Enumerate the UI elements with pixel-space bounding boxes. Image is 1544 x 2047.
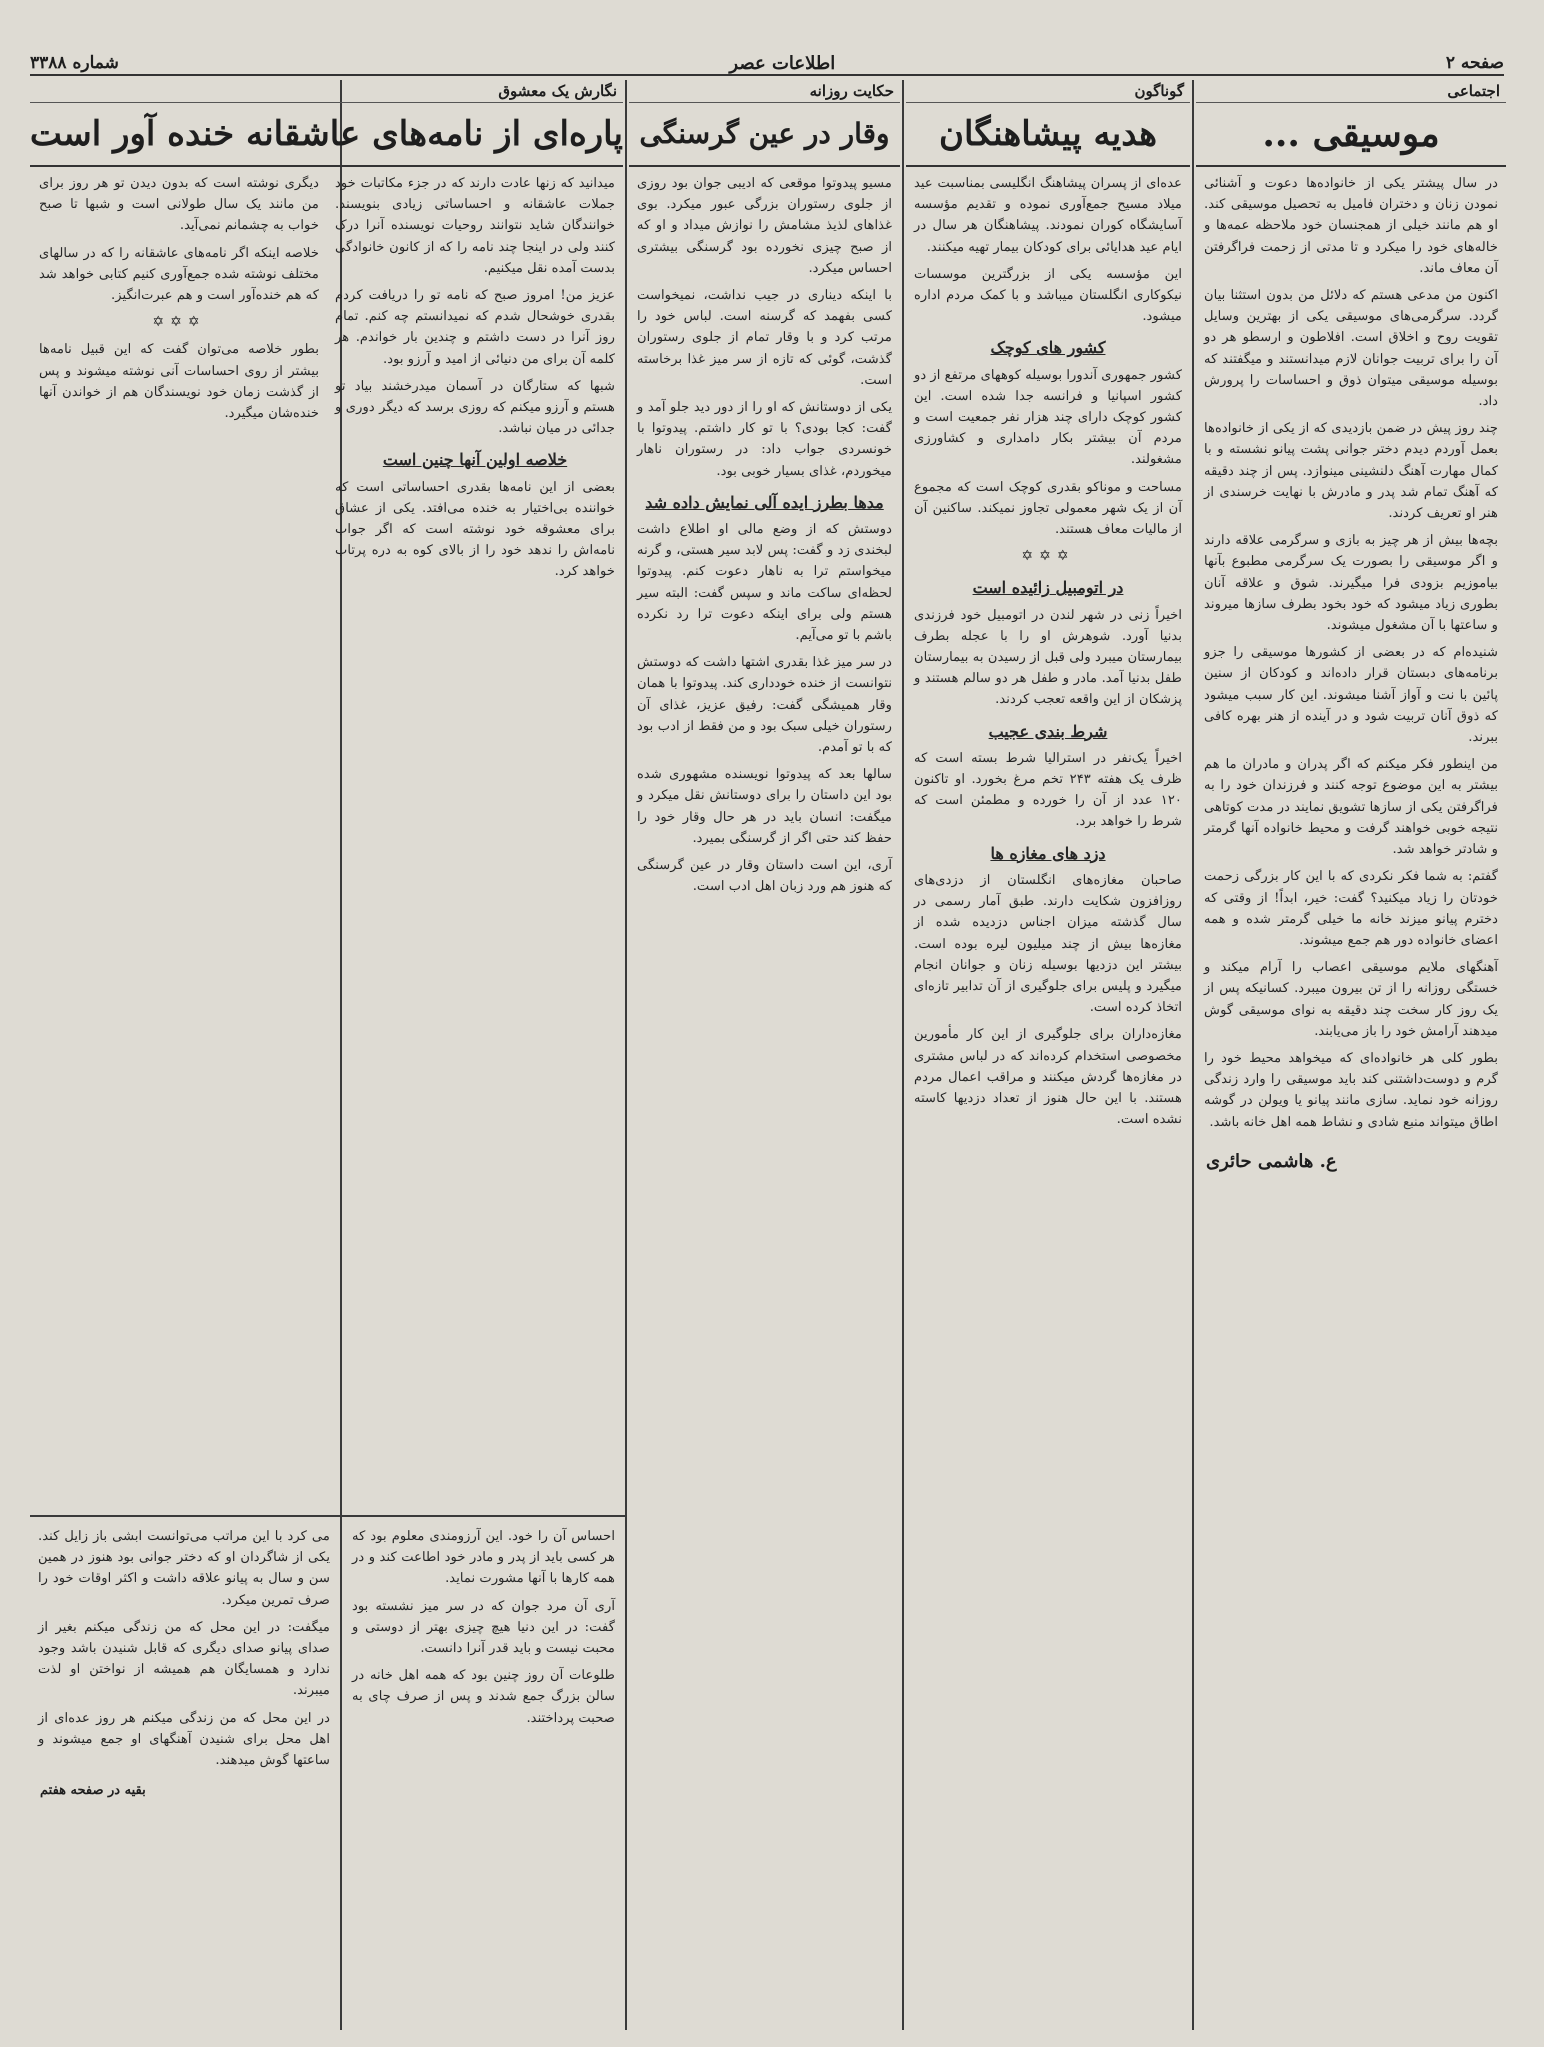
column-kicker: گوناگون bbox=[906, 80, 1190, 103]
star-divider: ✡✡✡ bbox=[152, 314, 206, 331]
paragraph: سالها بعد که پیدوتوا نویسنده مشهوری شده بود این داستان را برای دوستانش نقل میکرد و میگفت: انسان باید در هر حال وقار خود را حفظ کند حتی اگر از گرسنگی بمیرد. bbox=[637, 767, 892, 846]
column-kicker: حکایت روزانه bbox=[629, 80, 900, 103]
page-label: صفحه ۲ bbox=[1445, 53, 1504, 73]
section-rule bbox=[30, 1515, 625, 1517]
paragraph: دوستش که از وضع مالی او اطلاع داشت لبخندی زد و گفت: پس لابد سیر هستی، و گرنه میخواستم ترا به ناهار دعوت کنم. پیدوتوا لحظه‌ای ساکت ماند و سپس گفت: البته سیر هستم ولی برای اینکه دعوت ترا رد نکرده باشم با تو می‌آیم. bbox=[637, 522, 892, 644]
article-body bbox=[629, 167, 900, 910]
paragraph: یکی از دوستانش که او را از دور دید جلو آمد و گفت: کجا بودی؟ با تو کار داشتم. پیدوتوا با خونسردی جواب داد: در رستوران ناهار میخوردم، غذای بسیار خوبی بود. bbox=[637, 400, 892, 479]
story-column bbox=[629, 80, 900, 2030]
section-subhead: در اتومبیل زائیده است bbox=[972, 578, 1124, 598]
star-divider: ✡✡✡ bbox=[1021, 548, 1075, 565]
paragraph: طلوعات آن روز چنین بود که همه اهل خانه در سالن بزرگ جمع شدند و پس از صرف چای به صحبت پرداختند. bbox=[352, 1668, 615, 1726]
paragraph: در سر میز غذا بقدری اشتها داشت که دوستش نتوانست از خنده خودداری کند. پیدوتوا با همان وقار همیشگی گفت: رفیق عزیز، غذای آن رستوران خیلی سبک بود و من فقط از ادب بود که با تو آمدم. bbox=[637, 655, 892, 756]
paragraph: شبها که ستارگان در آسمان میدرخشند بیاد تو هستم و آرزو میکنم که روزی برسد که دیگر دوری و جدائی در میان نباشد. bbox=[335, 378, 615, 437]
paragraph: مغازه‌داران برای جلوگیری از این کار مأمورین مخصوصی استخدام کرده‌اند که در لباس مشتری در مغازه‌ها گردش میکنند و مراقب اعمال مردم هستند. با این حال هنوز از تعداد دزدیها کاسته نشده است. bbox=[914, 1027, 1182, 1128]
paragraph: اکنون من مدعی هستم که دلائل من بدون استثنا بیان گردد. سرگرمی‌های موسیقی یکی از بهترین وسایل تقویت روح و اخلاق است. افلاطون و ارسطو هر دو آن را برای تربیت جوانان لازم میدانستند و میگفتند که بوسیله موسیقی میتوان ذوق و احساسات را پرورش داد. bbox=[1204, 288, 1498, 410]
social-column bbox=[1196, 80, 1506, 2030]
column-rule bbox=[625, 80, 627, 2030]
column-rule bbox=[902, 80, 904, 2030]
paragraph: گفتم: به شما فکر نکردی که با این کار بزرگی زحمت خودتان را زیاد میکنید؟ گفت: خیر، ابداً! از وقتی که دخترم پیانو میزند خانه ما خیلی گرمتر شده و همه اعضای خانواده دور هم جمع میشوند. bbox=[1204, 869, 1498, 948]
article-headline: هدیه پیشاهنگان bbox=[906, 103, 1190, 167]
paragraph: آری آن مرد جوان که در سر میز نشسته بود گفت: در این دنیا هیچ چیزی بهتر از دوستی و محبت نیست و باید قدر آنرا دانست. bbox=[352, 1598, 615, 1657]
paragraph: میدانید که زنها عادت دارند که در جزء مکاتبات خود جملات عاشقانه و احساساتی زیادی بنویسند. خوانندگان شاید نتوانند روحیات نویسنده آنرا درک کنند ولی در اینجا چند نامه را که از کانون خانوادگی بدست آمده نقل میکنیم. bbox=[335, 176, 615, 276]
paragraph: عده‌ای از پسران پیشاهنگ انگلیسی بمناسبت عید میلاد مسیح جمع‌آوری نموده و تقدیم مؤسسه آسایشگاه کوران نمودند. پیشاهنگان هر سال در ایام عید هدایائی برای کودکان بیمار تهیه میکنند. bbox=[914, 176, 1182, 255]
bottom-right-block bbox=[344, 1520, 623, 2030]
paragraph: مسیو پیدوتوا موقعی که ادیبی جوان بود روزی از جلوی رستوران بزرگی عبور میکرد. بوی غذاهای لذیذ مشامش را نوازش میداد و او که از صبح چیزی نخورده بود گرسنگی بیشتری احساس میکرد. bbox=[637, 176, 892, 276]
article-headline: وقار در عین گرسنگی bbox=[629, 103, 900, 167]
author-signature: ع. هاشمی حائری bbox=[1206, 1150, 1337, 1172]
paragraph: خلاصه اینکه اگر نامه‌های عاشقانه را که در سالهای مختلف نوشته شده جمع‌آوری کنیم کتابی خواهد شد که هم خنده‌آور است و هم عبرت‌انگیز. bbox=[39, 245, 319, 304]
paragraph: مساحت و موناکو بقدری کوچک است که مجموع آن از یک شهر معمولی تجاوز نمیکند. ساکنین آن از مالیات معاف هستند. bbox=[914, 479, 1182, 538]
paragraph: در سال پیشتر یکی از خانواده‌ها دعوت و آشنائی نمودن زنان و دختران فامیل به تحصیل موسیقی کند. او هم مانند خیلی از همجنسان خود ملاحظه عمه‌ها و خاله‌های خود را میکرد و تا مدتی از زحمت فراگرفتن آن معاف ماند. bbox=[1204, 176, 1498, 276]
column-rule bbox=[340, 1517, 342, 2030]
article-body bbox=[30, 1520, 338, 1783]
paper-name: اطلاعات عصر bbox=[729, 52, 836, 74]
paragraph: من اینطور فکر میکنم که اگر پدران و مادران ما هم بیشتر به این موضوع توجه کنند و فرزندان خود را به فراگرفتن یکی از سازها تشویق نمایند در مدت کوتاهی نتیجه خوبی خواهند گرفت و محیط خانواده آنها گرمتر و شادتر خواهد شد. bbox=[1204, 757, 1498, 858]
paragraph: بطور کلی هر خانواده‌ای که میخواهد محیط خود را گرم و دوست‌داشتنی کند باید موسیقی را وارد زندگی روزانه خود نماید. سازی مانند پیانو یا ویولن در گوشه اطاق میتواند منبع شادی و نشاط همه اهل خانه باشد. bbox=[1204, 1050, 1498, 1130]
paragraph: اخیراً یک‌نفر در استرالیا شرط بسته است که ظرف یک هفته ۲۴۳ تخم مرغ بخورد. او تاکنون ۱۲۰ عدد از آن را خورده و مطمئن است که شرط را خواهد برد. bbox=[914, 750, 1182, 830]
paragraph: با اینکه دیناری در جیب نداشت، نمیخواست کسی بفهمد که گرسنه است. لباس خود را مرتب کرد و با وقار تمام از جلوی رستوران گذشت، گوئی که تازه از سر میز غذا برخاسته است. bbox=[637, 288, 892, 388]
letters-article bbox=[30, 80, 623, 1513]
article-headline: موسیقی ... bbox=[1196, 103, 1506, 167]
paragraph: می کرد با این مراتب می‌توانست ابشی باز زایل کند. یکی از شاگردان او که دختر جوانی بود هنوز در همین سن و سال به پیانو علاقه داشت و اکثر اوقات خود را صرف تمرین میکرد. bbox=[38, 1529, 330, 1608]
paragraph: صاحبان مغازه‌های انگلستان از دزدی‌های روزافزون شکایت دارند. طبق آمار رسمی در سال گذشته میزان اجناس دزدیده شده از مغازه‌ها بیش از چند میلیون لیره بوده است. بیشتر این دزدیها بوسیله زنان و جوانان انجام میگیرد و پلیس برای جلوگیری از آن تدابیر تازه‌ای اتخاذ کرده است. bbox=[914, 872, 1182, 1016]
paragraph: میگفت: در این محل که من زندگی میکنم بغیر از صدای پیانو صدای دیگری که قابل شنیدن باشد وجود ندارد و همسایگان هم همیشه از نواختن او لذت میبرند. bbox=[38, 1619, 330, 1699]
column-rule bbox=[1192, 80, 1194, 2030]
article-body bbox=[327, 167, 623, 595]
section-subhead: خلاصه اولین آنها چنین است bbox=[382, 450, 568, 470]
paragraph: این مؤسسه یکی از بزرگترین موسسات نیکوکاری انگلستان میباشد و با کمک مردم اداره میشود. bbox=[914, 266, 1182, 325]
paragraph: چند روز پیش در ضمن بازدیدی که از یکی از خانواده‌ها بعمل آوردم دیدم دختر جوانی پشت پیانو نشسته و با کمال مهارت آهنگ دلنشینی مینوازد. پس از چند دقیقه که آهنگ تمام شد پدر و مادرش با نهایت خرسندی از هنر او تعریف کردند. bbox=[1204, 421, 1498, 522]
paragraph: در این محل که من زندگی میکنم هر روز عده‌ای از اهل محل برای شنیدن آهنگهای او جمع میشوند و ساعتها گوش میدهند. bbox=[38, 1710, 330, 1769]
paragraph: دیگری نوشته است که بدون دیدن تو هر روز برای من مانند یک سال طولانی است و شبها تا صبح خواب به چشمانم نمی‌آید. bbox=[39, 176, 319, 234]
paragraph: بعضی از این نامه‌ها بقدری احساساتی است که خواننده بی‌اختیار به خنده می‌افتد. یکی از عشاق برای معشوقه خود نوشته است که اگر جواب نامه‌اش را ندهد خود را از بالای کوه به دره پرتاب خواهد کرد. bbox=[335, 479, 615, 580]
section-subhead: مدها بطرز ایده آلی نمایش داده شد bbox=[645, 492, 884, 512]
masthead bbox=[30, 52, 1504, 76]
column-kicker: اجتماعی bbox=[1196, 80, 1506, 103]
paragraph: کشور جمهوری آندورا بوسیله کوههای مرتفع از دو کشور اسپانیا و فرانسه جدا شده است. این کشور کوچک دارای چند هزار نفر جمعیت است و مردم آن بیشتر بکار دامداری و کشاورزی مشغولند. bbox=[914, 367, 1182, 468]
section-subhead: شرط بندی عجیب bbox=[988, 721, 1108, 741]
paragraph: شنیده‌ام که در بعضی از کشورها موسیقی را جزو برنامه‌های دبستان قرار داده‌اند و کودکان از سنین پائین با نت و آواز آشنا میشوند. این کار سبب میشود که ذوق آنان تربیت شود و در آینده از هنر بهره کافی ببرند. bbox=[1204, 645, 1498, 746]
paragraph: احساس آن را خود. این آرزومندی معلوم بود که هر کسی باید از پدر و مادر خود اطاعت کند و در همه کارها با آنها مشورت نماید. bbox=[352, 1529, 615, 1587]
column-kicker: نگارش یک معشوق bbox=[30, 80, 623, 103]
article-headline: پاره‌ای از نامه‌های عاشقانه خنده آور است bbox=[30, 103, 623, 167]
article-body bbox=[344, 1520, 623, 1741]
issue-label: شماره ۳۳۸۸ bbox=[30, 53, 119, 73]
bottom-left-block bbox=[30, 1520, 338, 2030]
section-subhead: دزد های مغازه ها bbox=[990, 843, 1106, 863]
article-body bbox=[1196, 167, 1506, 1145]
paragraph: بچه‌ها بیش از هر چیز به بازی و سرگرمی علاقه دارند و اگر موسیقی را بصورت یک سرگرمی مطبوع بآنها بیاموزیم بزودی فرا میگیرند. شوق و علاقه آنان بطوری زیاد میشود که خود بخود بطرف سازها میروند و ساعتها با آن مشغول میشوند. bbox=[1204, 533, 1498, 634]
letters-body-columns bbox=[30, 167, 623, 595]
paragraph: عزیز من! امروز صبح که نامه تو را دریافت کردم بقدری خوشحال شدم که نمیدانستم چه کنم. تمام روز آنرا در دست داشتم و چندین بار خواندم. هر کلمه آن برای من دنیائی از امید و آرزو بود. bbox=[335, 288, 615, 367]
paragraph: آهنگهای ملایم موسیقی اعصاب را آرام میکند و خستگی روزانه را از تن بیرون میبرد. کسانیکه پس از یک روز کار سخت چند دقیقه به نوای موسیقی گوش میدهند آرامش خود را باز می‌یابند. bbox=[1204, 960, 1498, 1039]
paragraph: بطور خلاصه می‌توان گفت که این قبیل نامه‌ها بیشتر از روی احساسات آنی نوشته میشوند و پس از گذشت زمان خود نویسندگان هم از خواندن آنها خنده‌شان میگیرد. bbox=[39, 342, 319, 422]
continued-note: بقیه در صفحه هفتم bbox=[40, 1783, 146, 1799]
paragraph: اخیراً زنی در شهر لندن در اتومبیل خود فرزندی بدنیا آورد. شوهرش او را با عجله بطرف بیمارستان میبرد ولی قبل از رسیدن به بیمارستان طفل بدنیا آمد. مادر و طفل هر دو سالم هستند و پزشکان از این واقعه تعجب کردند. bbox=[914, 607, 1182, 708]
article-body bbox=[31, 167, 327, 595]
various-column bbox=[906, 80, 1190, 2030]
article-body bbox=[906, 167, 1190, 1142]
paragraph: آری، این است داستان وقار در عین گرسنگی که هنوز هم ورد زبان اهل ادب است. bbox=[637, 858, 892, 895]
section-subhead: کشور های کوچک bbox=[990, 338, 1106, 358]
